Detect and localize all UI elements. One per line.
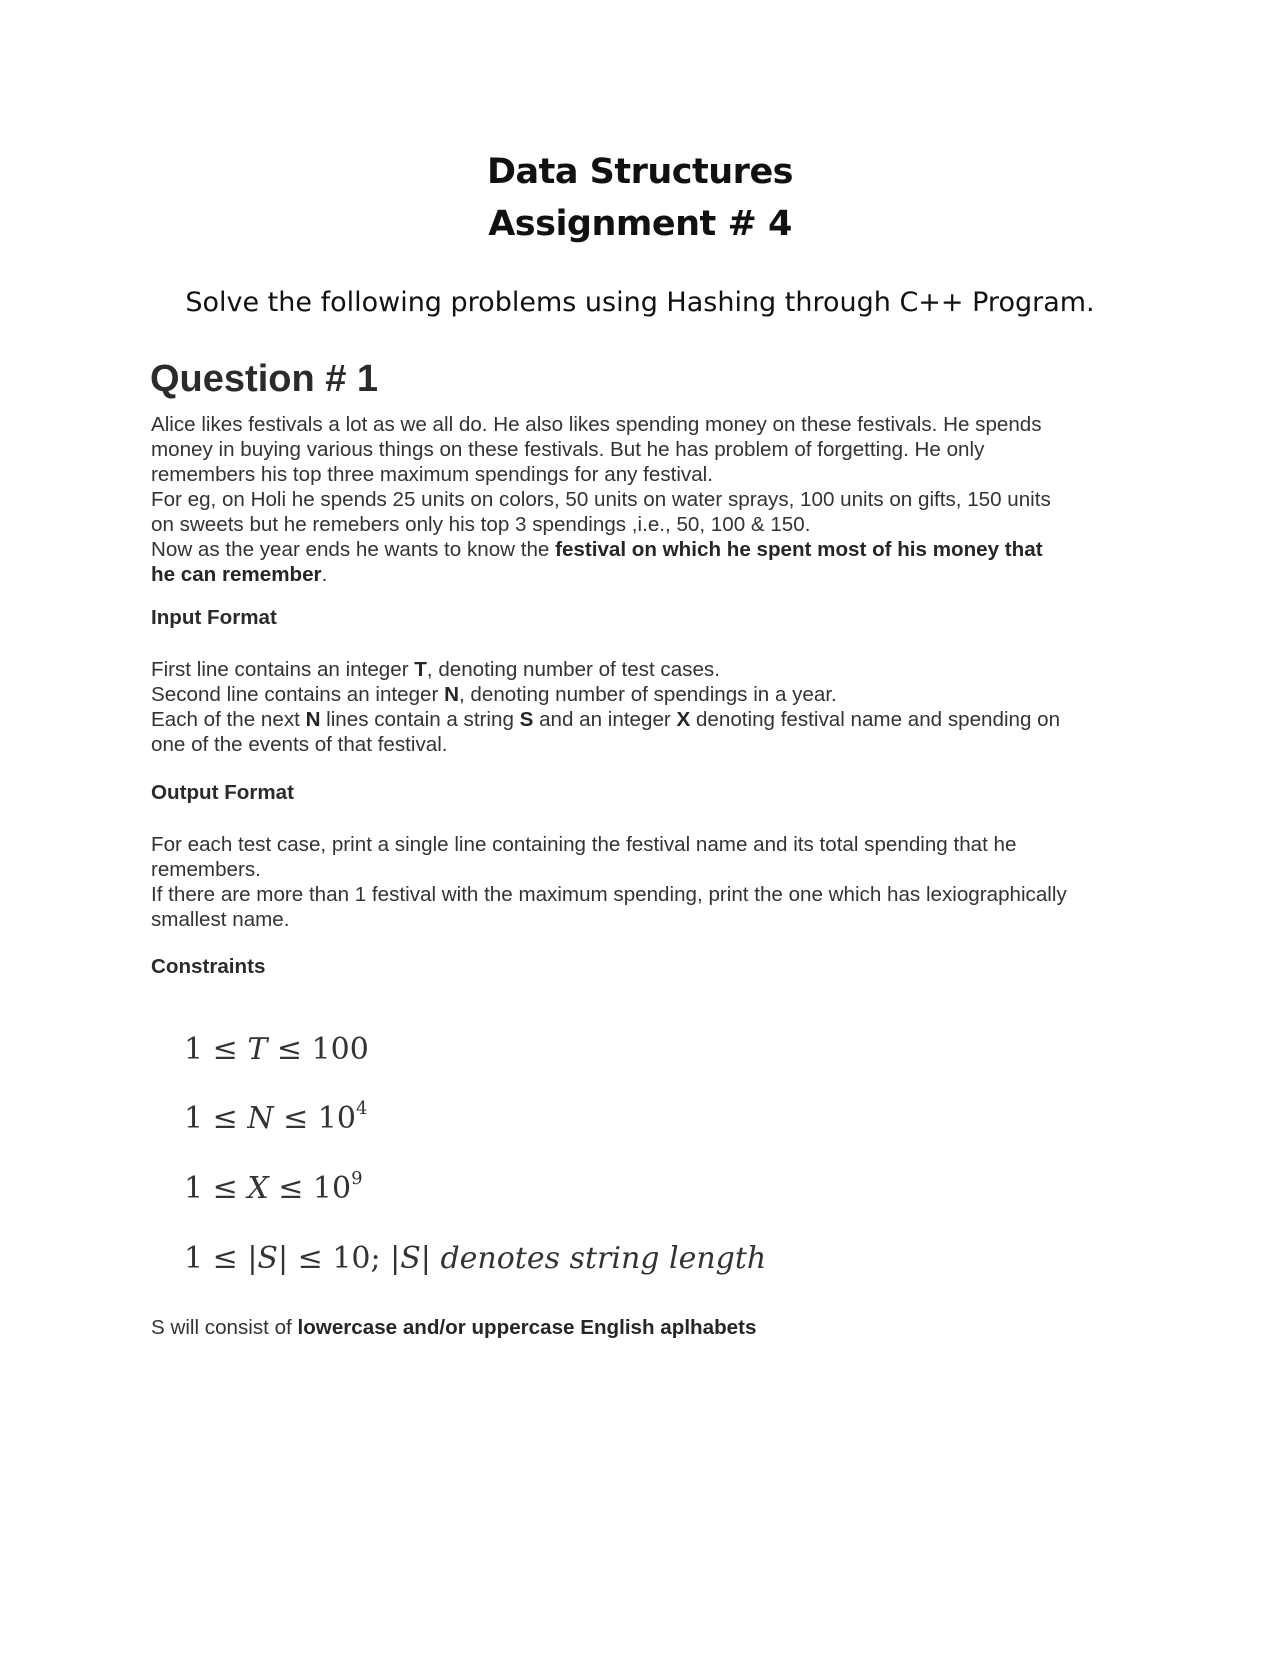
input-format-heading: Input Format bbox=[151, 606, 277, 629]
description-line: remembers his top three maximum spendings for any festival. bbox=[151, 463, 713, 486]
input-line: one of the events of that festival. bbox=[151, 733, 448, 756]
description-emphasis: festival on which he spent most of his money that bbox=[555, 538, 1043, 561]
variable-n: N bbox=[444, 683, 459, 706]
description-text: . bbox=[321, 563, 328, 586]
output-line: If there are more than 1 festival with the maximum spending, print the one which has lexiographically bbox=[151, 883, 1067, 906]
input-format-body bbox=[151, 657, 1141, 757]
description-line: Alice likes festivals a lot as we all do. He also likes spending money on these festivals. He spends bbox=[151, 413, 1042, 436]
description-line bbox=[151, 537, 1141, 562]
constraint-n: $1 \le N \le 10^4$ bbox=[184, 1098, 368, 1136]
constraint-x: $1 \le X \le 10^9$ bbox=[184, 1168, 363, 1206]
description-line bbox=[151, 562, 1141, 587]
output-format-heading: Output Format bbox=[151, 781, 294, 804]
question-heading: Question # 1 bbox=[150, 358, 379, 400]
description-line: For eg, on Holi he spends 25 units on colors, 50 units on water sprays, 100 units on gifts, 150 units bbox=[151, 488, 1051, 511]
output-format-body bbox=[151, 832, 1141, 932]
output-line: smallest name. bbox=[151, 908, 290, 931]
variable-x: X bbox=[676, 708, 691, 731]
variable-s: S bbox=[519, 708, 534, 731]
output-line: For each test case, print a single line containing the festival name and its total spending that he bbox=[151, 833, 1017, 856]
description-emphasis: he can remember bbox=[151, 563, 322, 586]
alphabet-emphasis: lowercase and/or uppercase English aplhabets bbox=[297, 1316, 757, 1339]
variable-t: T bbox=[414, 658, 427, 681]
description-text: Now as the year ends he wants to know the bbox=[151, 538, 556, 561]
constraint-t: 1 ≤ T ≤ 100 bbox=[184, 1032, 369, 1067]
variable-n: N bbox=[305, 708, 321, 731]
output-line: remembers. bbox=[151, 858, 261, 881]
input-line: Each of the next N lines contain a string S and an integer X denoting festival name and spending on bbox=[151, 708, 1061, 731]
instruction-line: Solve the following problems using Hashing through C++ Program. bbox=[185, 287, 1095, 318]
problem-description bbox=[151, 412, 1141, 587]
constraint-s: 1 ≤ |S| ≤ 10; |S| denotes string length bbox=[184, 1241, 767, 1276]
constraints-heading: Constraints bbox=[151, 955, 266, 978]
assignment-number: Assignment # 4 bbox=[488, 204, 792, 244]
input-line: First line contains an integer T, denoting number of test cases. bbox=[151, 658, 720, 681]
alphabet-note: S will consist of lowercase and/or uppercase English aplhabets bbox=[151, 1316, 757, 1339]
description-line: on sweets but he remebers only his top 3 spendings ,i.e., 50, 100 & 150. bbox=[151, 513, 811, 536]
input-line: Second line contains an integer N, denoting number of spendings in a year. bbox=[151, 683, 837, 706]
document-title: Data Structures bbox=[486, 152, 794, 192]
description-line: money in buying various things on these festivals. But he has problem of forgetting. He only bbox=[151, 438, 985, 461]
